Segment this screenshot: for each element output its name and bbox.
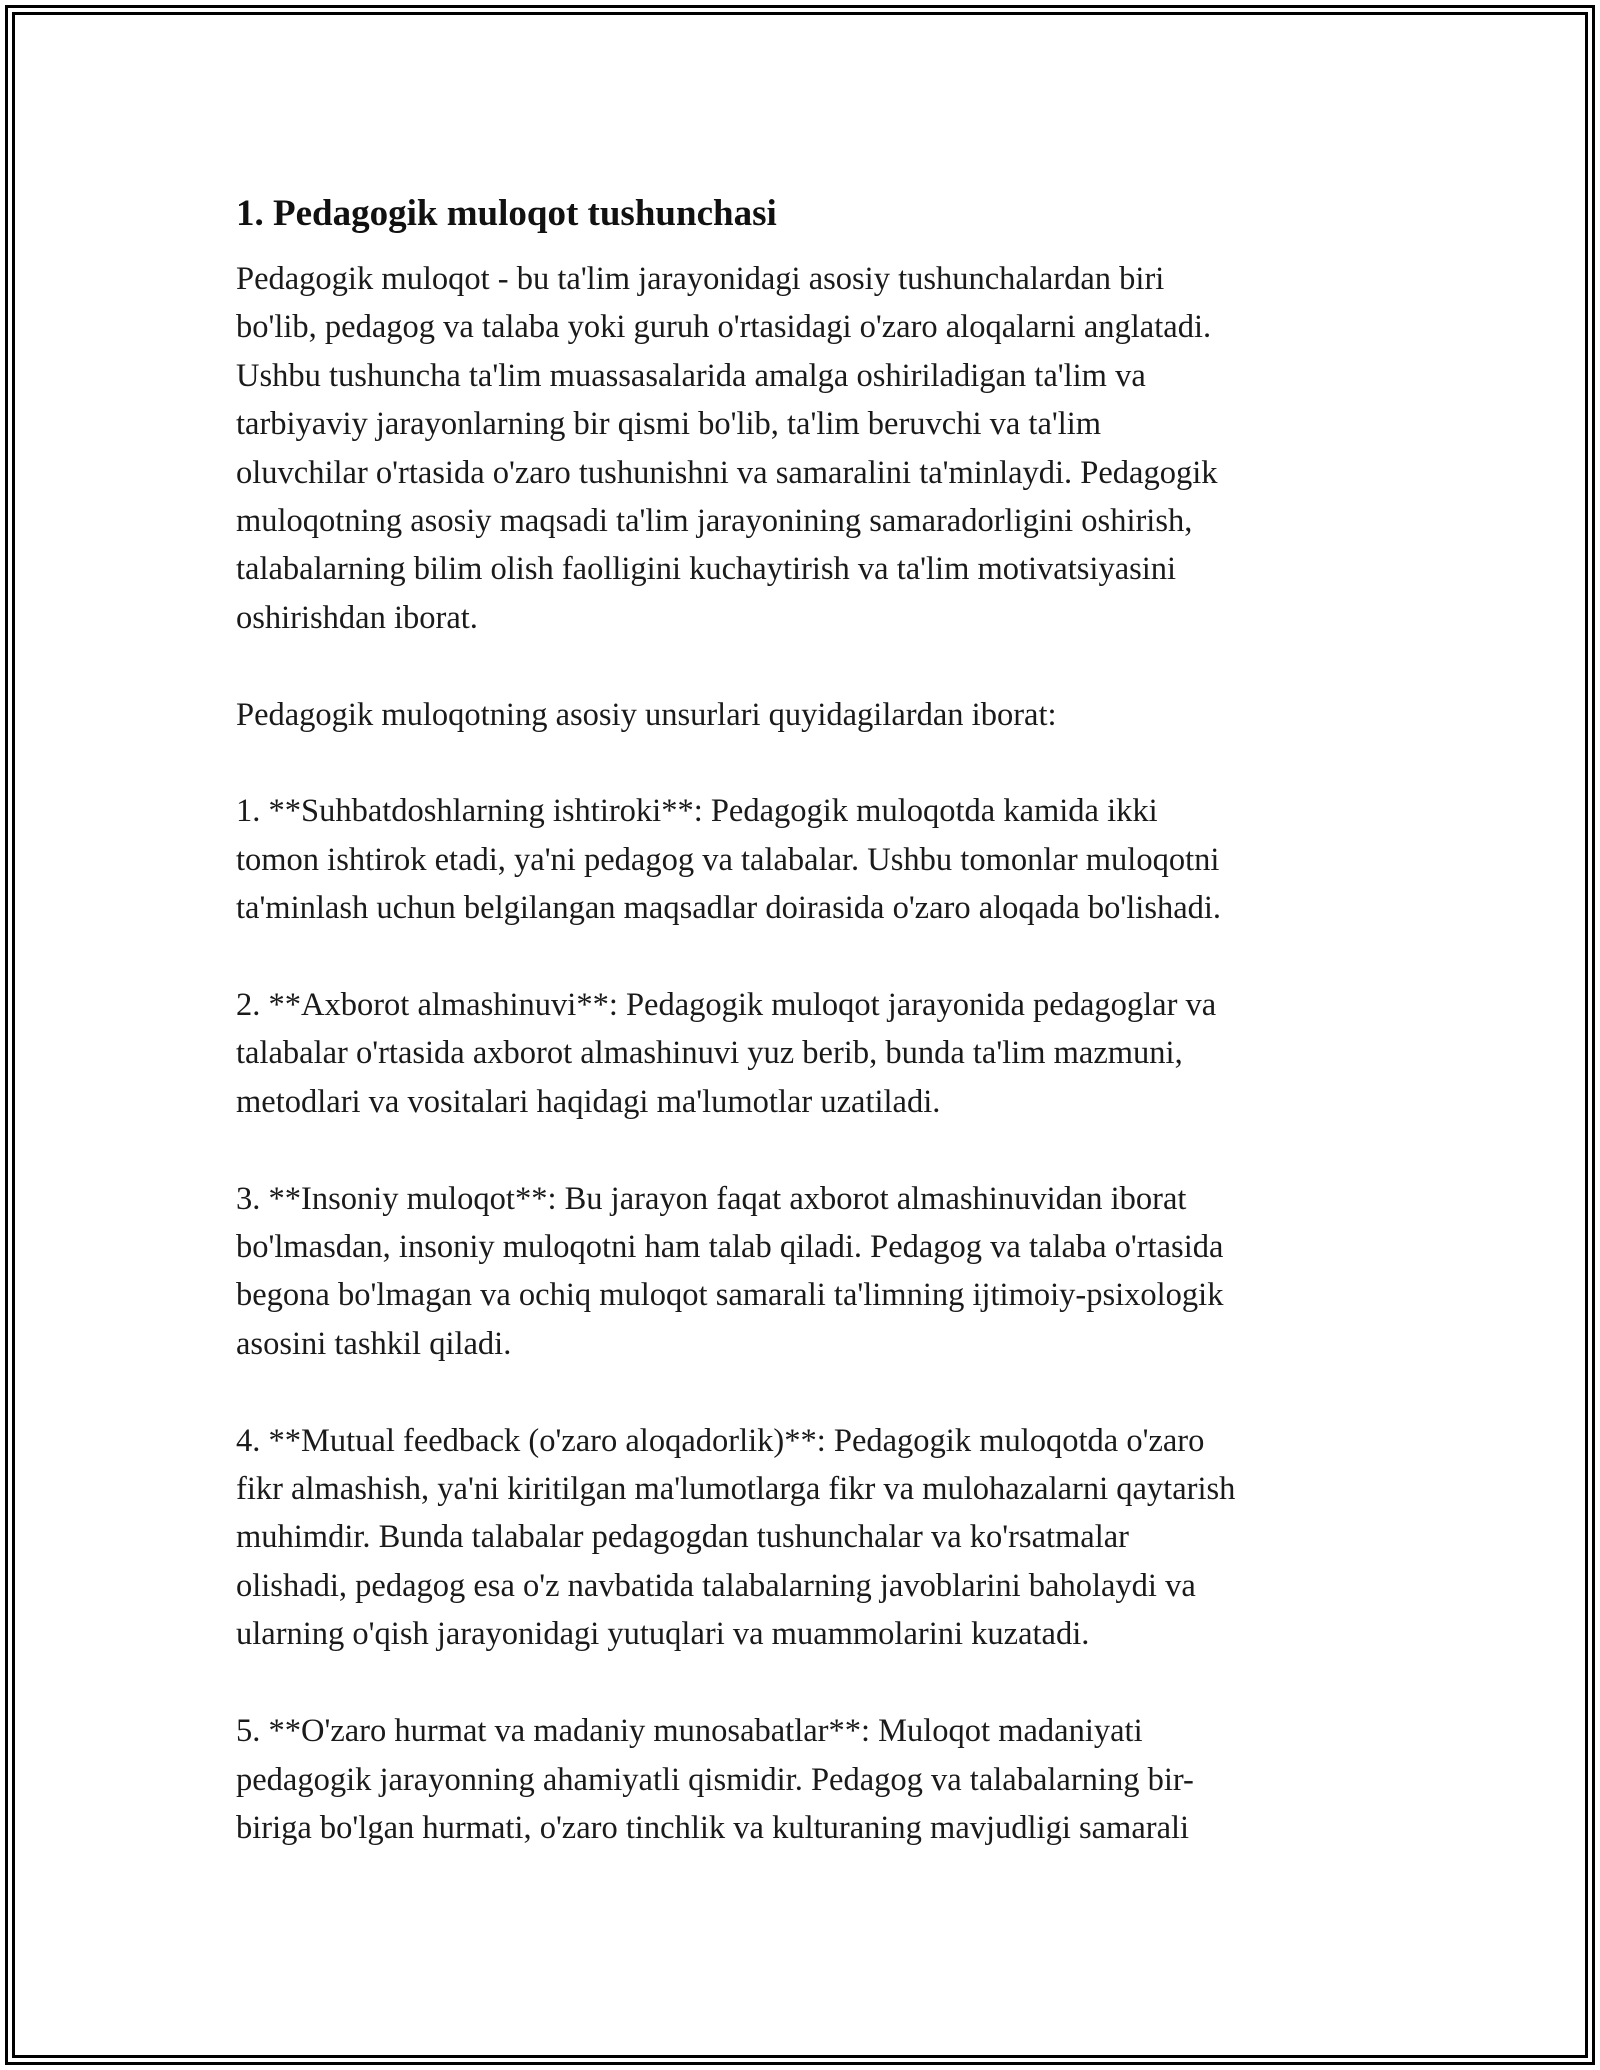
list-item-4 [236,1417,1376,1659]
section-heading: 1. Pedagogik muloqot tushunchasi [236,193,777,234]
text-line: bo'lib, pedagog va talaba yoki guruh o'rtasidagi o'zaro aloqalarni anglatadi. [236,309,1212,346]
text-line: oluvchilar o'rtasida o'zaro tushunishni va samaralini ta'minlaydi. Pedagogik [236,454,1218,491]
text-line: metodlari va vositalari haqidagi ma'lumotlar uzatiladi. [236,1083,941,1120]
list-item-3 [236,1175,1376,1369]
text-line: biriga bo'lgan hurmati, o'zaro tinchlik va kulturaning mavjudligi samarali [236,1809,1190,1846]
text-line: ularning o'qish jarayonidagi yutuqlari va muammolarini kuzatadi. [236,1616,1090,1653]
text-line: talabalar o'rtasida axborot almashinuvi yuz berib, bunda ta'lim mazmuni, [236,1035,1183,1072]
text-line: tomon ishtirok etadi, ya'ni pedagog va talabalar. Ushbu tomonlar muloqotni [236,841,1220,878]
text-line: 2. **Axborot almashinuvi**: Pedagogik muloqot jarayonida pedagoglar va [236,987,1217,1024]
text-line: fikr almashish, ya'ni kiritilgan ma'lumotlarga fikr va mulohazalarni qaytarish [236,1471,1236,1508]
text-line: 5. **O'zaro hurmat va madaniy munosabatlar**: Muloqot madaniyati [236,1713,1143,1750]
text-line: tarbiyaviy jarayonlarning bir qismi bo'lib, ta'lim beruvchi va ta'lim [236,406,1102,443]
text-line: talabalarning bilim olish faolligini kuchaytirish va ta'lim motivatsiyasini [236,551,1177,588]
text-line: 4. **Mutual feedback (o'zaro aloqadorlik)**: Pedagogik muloqotda o'zaro [236,1422,1205,1459]
paragraph-list-intro [236,691,1376,739]
text-line: 3. **Insoniy muloqot**: Bu jarayon faqat axborot almashinuvidan iborat [236,1180,1187,1217]
text-line: Pedagogik muloqotning asosiy unsurlari quyidagilardan iborat: [236,696,1057,733]
text-line: muloqotning asosiy maqsadi ta'lim jarayonining samaradorligini oshirish, [236,503,1193,540]
list-item-5 [236,1707,1376,1852]
paragraph-intro [236,255,1376,642]
text-line: oshirishdan iborat. [236,599,478,636]
text-line: 1. **Suhbatdoshlarning ishtiroki**: Pedagogik muloqotda kamida ikki [236,793,1158,830]
list-item-1 [236,787,1376,932]
text-line: muhimdir. Bunda talabalar pedagogdan tushunchalar va ko'rsatmalar [236,1519,1130,1556]
document-body [236,186,1376,1901]
text-line: olishadi, pedagog esa o'z navbatida talabalarning javoblarini baholaydi va [236,1567,1196,1604]
text-line: bo'lmasdan, insoniy muloqotni ham talab qiladi. Pedagog va talaba o'rtasida [236,1229,1224,1266]
text-line: Ushbu tushuncha ta'lim muassasalarida amalga oshiriladigan ta'lim va [236,357,1146,394]
text-line: begona bo'lmagan va ochiq muloqot samarali ta'limning ijtimoiy-psixologik [236,1277,1224,1314]
text-line: ta'minlash uchun belgilangan maqsadlar doirasida o'zaro aloqada bo'lishadi. [236,890,1222,927]
text-line: asosini tashkil qiladi. [236,1325,512,1362]
list-item-2 [236,981,1376,1126]
text-line: pedagogik jarayonning ahamiyatli qismidir. Pedagog va talabalarning bir- [236,1761,1194,1798]
text-line: Pedagogik muloqot - bu ta'lim jarayonidagi asosiy tushunchalardan biri [236,261,1165,297]
